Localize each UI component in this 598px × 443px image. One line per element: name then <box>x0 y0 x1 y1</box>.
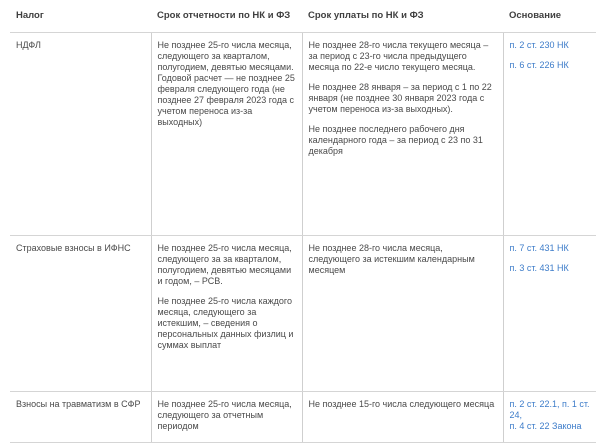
table-row-insurance <box>10 236 596 392</box>
basis-cell <box>503 33 596 236</box>
payment-term-cell <box>302 33 503 236</box>
header-report-term: Срок отчетности по НК и ФЗ <box>151 0 302 33</box>
tax-name: Страховые взносы в ИФНС <box>16 243 131 253</box>
basis-link[interactable]: п. 2 ст. 22.1, п. 1 ст. 24, <box>509 399 590 420</box>
report-term-text: Не позднее 25-го числа месяца, следующего за за кварталом, полугодием, девятью месяцами и годом, – РСВ. <box>157 243 292 286</box>
basis-link[interactable]: п. 2 ст. 230 НК <box>509 40 569 50</box>
payment-term-cell <box>302 392 503 443</box>
tax-name-cell <box>10 236 151 392</box>
header-basis: Основание <box>503 0 596 33</box>
payment-term-text: Не позднее 28-го числа месяца, следующего за истекшим календарным месяцем <box>308 243 475 275</box>
tax-name: Взносы на травматизм в СФР <box>16 399 141 409</box>
table-body <box>10 33 596 443</box>
report-term-cell <box>151 33 302 236</box>
tax-name: НДФЛ <box>16 40 41 50</box>
report-term-cell <box>151 236 302 392</box>
report-term-text: Не позднее 25-го числа месяца, следующего за кварталом, полугодием, девятью месяцами. Годовой расчет — не позднее 25 февраля следующего года (не позднее 27 февраля 2023 года с учетом переноса из-за выходных) <box>157 40 295 127</box>
tax-name-cell <box>10 33 151 236</box>
tax-name-cell <box>10 392 151 443</box>
header-row <box>10 0 596 33</box>
payment-term-text: Не позднее 28-го числа текущего месяца – за период с 23-го числа предыдущего месяца по 22-е число текущего месяца. <box>308 40 489 72</box>
basis-link[interactable]: п. 4 ст. 22 Закона <box>509 421 582 431</box>
report-term-text: Не позднее 25-го числа месяца, следующего за отчетным периодом <box>157 399 292 431</box>
payment-term-text: Не позднее 15-го числа следующего месяца <box>308 399 495 409</box>
basis-link[interactable]: п. 3 ст. 431 НК <box>509 263 569 273</box>
basis-link[interactable]: п. 6 ст. 226 НК <box>509 60 569 70</box>
report-term-text: Не позднее 25-го числа каждого месяца, следующего за истекшим, – сведения о персональных данных физлиц и суммах выплат <box>157 296 294 350</box>
report-term-cell <box>151 392 302 443</box>
basis-cell <box>503 392 596 443</box>
payment-term-text: Не позднее последнего рабочего дня календарного года – за период с 23 по 31 декабря <box>308 124 483 156</box>
tax-deadlines-table <box>10 0 596 443</box>
table-row-injury <box>10 392 596 443</box>
payment-term-text: Не позднее 28 января – за период с 1 по 22 января (не позднее 30 января 2023 года с учетом переноса из-за выходных). <box>308 82 492 114</box>
header-payment-term: Срок уплаты по НК и ФЗ <box>302 0 503 33</box>
basis-link[interactable]: п. 7 ст. 431 НК <box>509 243 569 253</box>
basis-cell <box>503 236 596 392</box>
table-header <box>10 0 596 33</box>
header-tax: Налог <box>10 0 151 33</box>
payment-term-cell <box>302 236 503 392</box>
table-row-ndfl <box>10 33 596 236</box>
